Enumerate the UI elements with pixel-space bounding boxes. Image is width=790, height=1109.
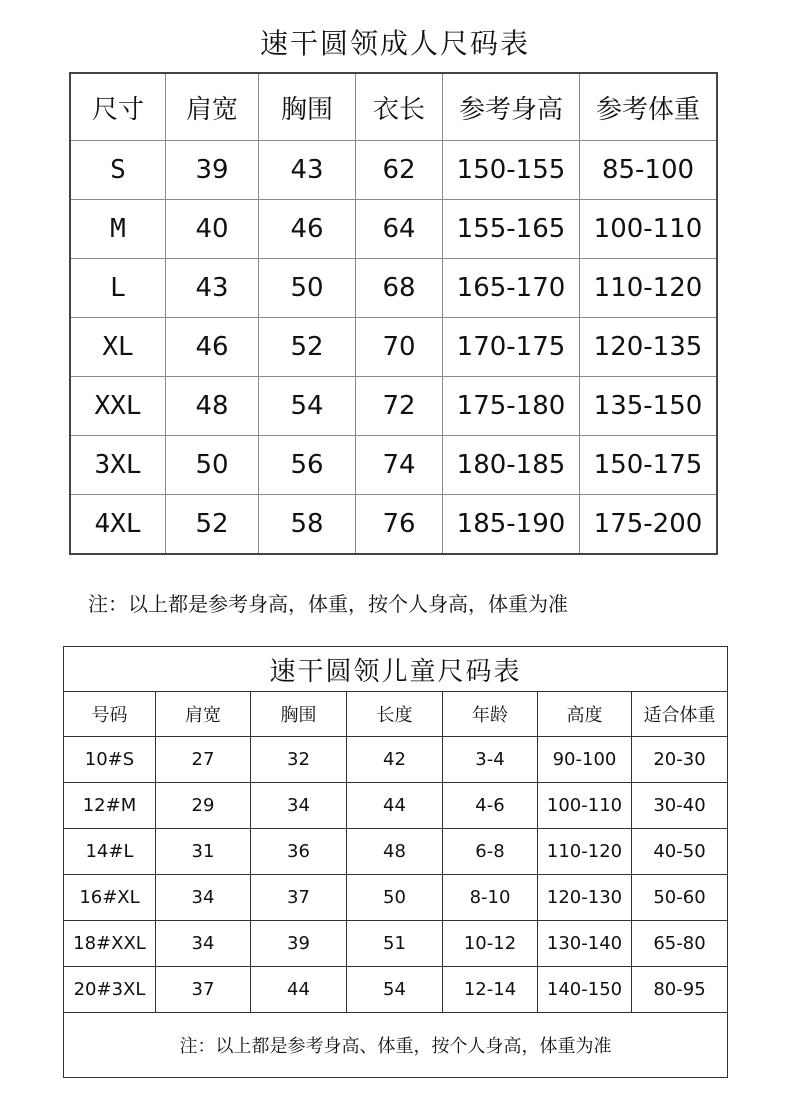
height-cell: 90-100: [538, 737, 632, 783]
kids-header-chest: 胸围: [251, 692, 347, 737]
shoulder-cell: 29: [156, 783, 251, 829]
chest-cell: 39: [251, 921, 347, 967]
weight-cell: 100-110: [580, 200, 718, 259]
length-cell: 68: [356, 259, 443, 318]
table-row: [70, 377, 717, 436]
height-cell: 175-180: [443, 377, 580, 436]
size-cell: XL: [70, 318, 166, 377]
age-cell: 10-12: [443, 921, 538, 967]
length-cell: 48: [347, 829, 443, 875]
chest-cell: 58: [259, 495, 356, 555]
height-cell: 150-155: [443, 141, 580, 200]
length-cell: 51: [347, 921, 443, 967]
weight-cell: 65-80: [632, 921, 728, 967]
shoulder-cell: 52: [166, 495, 259, 555]
shoulder-cell: 46: [166, 318, 259, 377]
kids-header-height: 高度: [538, 692, 632, 737]
length-cell: 54: [347, 967, 443, 1013]
code-cell: 20#3XL: [64, 967, 156, 1013]
chest-cell: 43: [259, 141, 356, 200]
code-cell: 10#S: [64, 737, 156, 783]
size-cell: L: [70, 259, 166, 318]
chest-cell: 50: [259, 259, 356, 318]
code-cell: 14#L: [64, 829, 156, 875]
kids-note-row: [64, 1013, 728, 1078]
shoulder-cell: 48: [166, 377, 259, 436]
chest-cell: 34: [251, 783, 347, 829]
adult-header-chest: 胸围: [259, 73, 356, 141]
chest-cell: 36: [251, 829, 347, 875]
weight-cell: 40-50: [632, 829, 728, 875]
chest-cell: 37: [251, 875, 347, 921]
height-cell: 180-185: [443, 436, 580, 495]
adult-header-height: 参考身高: [443, 73, 580, 141]
shoulder-cell: 37: [156, 967, 251, 1013]
adult-header-row: [70, 73, 717, 141]
height-cell: 185-190: [443, 495, 580, 555]
length-cell: 50: [347, 875, 443, 921]
kids-header-length: 长度: [347, 692, 443, 737]
kids-size-table: [63, 646, 728, 1078]
shoulder-cell: 40: [166, 200, 259, 259]
table-row: [70, 259, 717, 318]
length-cell: 64: [356, 200, 443, 259]
table-row: [64, 829, 728, 875]
height-cell: 130-140: [538, 921, 632, 967]
height-cell: 155-165: [443, 200, 580, 259]
table-row: [64, 737, 728, 783]
table-row: [70, 436, 717, 495]
table-row: [64, 783, 728, 829]
code-cell: 18#XXL: [64, 921, 156, 967]
height-cell: 140-150: [538, 967, 632, 1013]
weight-cell: 80-95: [632, 967, 728, 1013]
weight-cell: 20-30: [632, 737, 728, 783]
size-cell: S: [70, 141, 166, 200]
shoulder-cell: 39: [166, 141, 259, 200]
adult-header-length: 衣长: [356, 73, 443, 141]
table-row: [70, 141, 717, 200]
length-cell: 62: [356, 141, 443, 200]
table-row: [70, 495, 717, 555]
chest-cell: 54: [259, 377, 356, 436]
weight-cell: 175-200: [580, 495, 718, 555]
weight-cell: 150-175: [580, 436, 718, 495]
length-cell: 72: [356, 377, 443, 436]
adult-header-size: 尺寸: [70, 73, 166, 141]
height-cell: 165-170: [443, 259, 580, 318]
kids-note: 注：以上都是参考身高、体重，按个人身高，体重为准: [64, 1013, 728, 1078]
table-row: [64, 875, 728, 921]
kids-header-shoulder: 肩宽: [156, 692, 251, 737]
size-cell: M: [70, 200, 166, 259]
shoulder-cell: 27: [156, 737, 251, 783]
kids-size-chart-title: 速干圆领儿童尺码表: [64, 647, 728, 692]
length-cell: 74: [356, 436, 443, 495]
table-row: [64, 921, 728, 967]
length-cell: 76: [356, 495, 443, 555]
weight-cell: 85-100: [580, 141, 718, 200]
code-cell: 16#XL: [64, 875, 156, 921]
code-cell: 12#M: [64, 783, 156, 829]
height-cell: 110-120: [538, 829, 632, 875]
height-cell: 170-175: [443, 318, 580, 377]
shoulder-cell: 34: [156, 921, 251, 967]
kids-header-age: 年龄: [443, 692, 538, 737]
size-cell: XXL: [70, 377, 166, 436]
table-row: [70, 200, 717, 259]
length-cell: 70: [356, 318, 443, 377]
chest-cell: 44: [251, 967, 347, 1013]
weight-cell: 50-60: [632, 875, 728, 921]
shoulder-cell: 43: [166, 259, 259, 318]
shoulder-cell: 34: [156, 875, 251, 921]
height-cell: 100-110: [538, 783, 632, 829]
weight-cell: 30-40: [632, 783, 728, 829]
size-cell: 4XL: [70, 495, 166, 555]
length-cell: 42: [347, 737, 443, 783]
chest-cell: 56: [259, 436, 356, 495]
age-cell: 12-14: [443, 967, 538, 1013]
adult-size-table: [69, 72, 718, 555]
shoulder-cell: 50: [166, 436, 259, 495]
size-cell: 3XL: [70, 436, 166, 495]
adult-header-weight: 参考体重: [580, 73, 718, 141]
kids-header-code: 号码: [64, 692, 156, 737]
kids-title-row: [64, 647, 728, 692]
table-row: [64, 967, 728, 1013]
chest-cell: 32: [251, 737, 347, 783]
adult-header-shoulder: 肩宽: [166, 73, 259, 141]
age-cell: 4-6: [443, 783, 538, 829]
kids-header-weight: 适合体重: [632, 692, 728, 737]
weight-cell: 120-135: [580, 318, 718, 377]
age-cell: 8-10: [443, 875, 538, 921]
chest-cell: 52: [259, 318, 356, 377]
shoulder-cell: 31: [156, 829, 251, 875]
weight-cell: 135-150: [580, 377, 718, 436]
kids-header-row: [64, 692, 728, 737]
age-cell: 3-4: [443, 737, 538, 783]
age-cell: 6-8: [443, 829, 538, 875]
height-cell: 120-130: [538, 875, 632, 921]
adult-note: 注：以上都是参考身高，体重，按个人身高，体重为准: [88, 592, 568, 616]
table-row: [70, 318, 717, 377]
adult-size-chart-title: 速干圆领成人尺码表: [259, 27, 530, 60]
length-cell: 44: [347, 783, 443, 829]
chest-cell: 46: [259, 200, 356, 259]
weight-cell: 110-120: [580, 259, 718, 318]
